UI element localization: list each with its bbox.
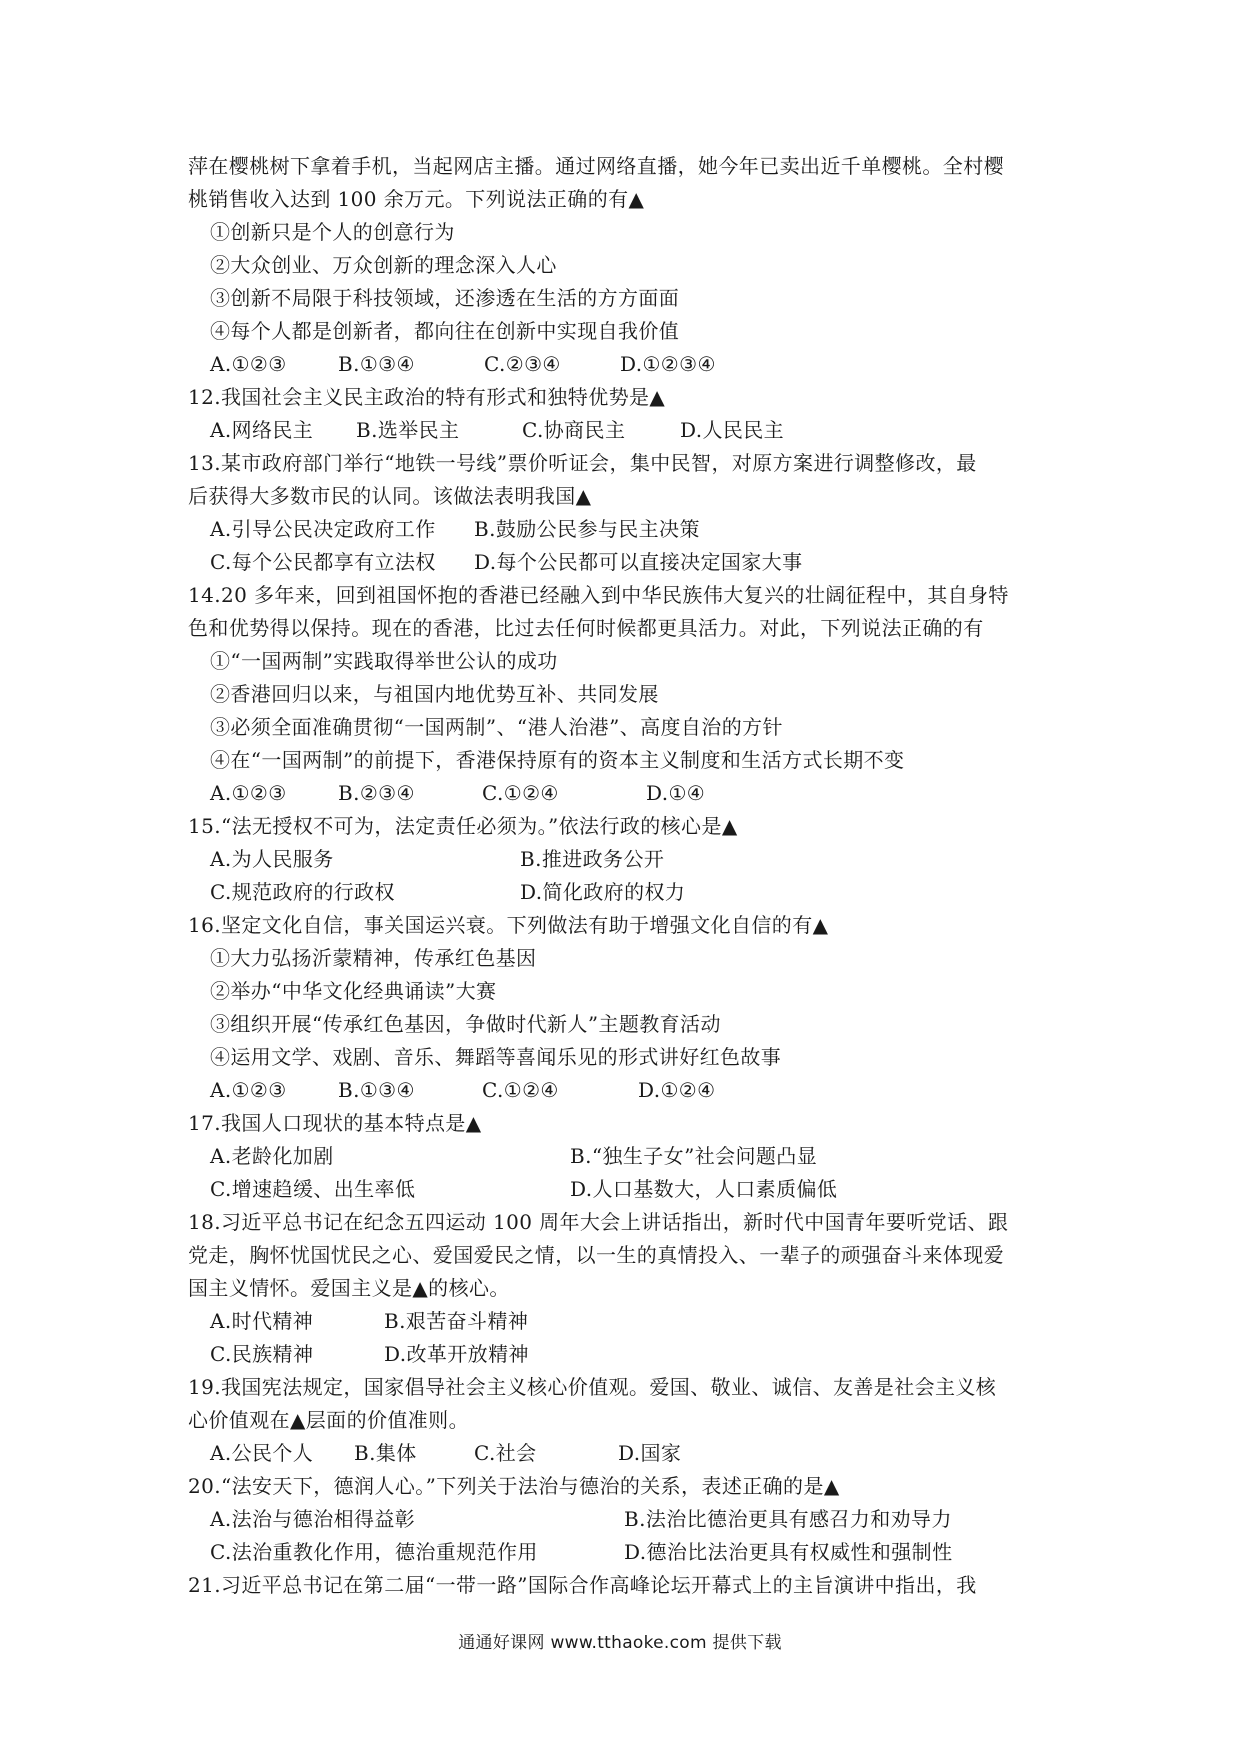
question-stem-line: 后获得大多数市民的认同。该做法表明我国▲	[188, 484, 592, 508]
option-b: B.法治比德治更具有感召力和劝导力	[624, 1507, 952, 1531]
options-row	[188, 1437, 1060, 1470]
statement: ②举办“中华文化经典诵读”大赛	[210, 979, 497, 1003]
option-c: C.民族精神	[210, 1342, 314, 1366]
option-d: D.每个公民都可以直接决定国家大事	[474, 550, 803, 574]
option-d: D.简化政府的权力	[520, 880, 686, 904]
question-stem-line: 12.我国社会主义民主政治的特有形式和独特优势是▲	[188, 385, 666, 409]
options-row	[188, 348, 1060, 381]
option-c: C.法治重教化作用，德治重规范作用	[210, 1540, 538, 1564]
option-a: A.①②③	[210, 352, 287, 376]
question-stem-line: 萍在樱桃树下拿着手机，当起网店主播。通过网络直播，她今年已卖出近千单樱桃。全村樱	[188, 154, 1004, 178]
question-stem-line: 桃销售收入达到 100 余万元。下列说法正确的有▲	[188, 187, 645, 211]
option-c: C.①②④	[482, 1078, 559, 1102]
exam-content	[188, 150, 1060, 1602]
options-row	[188, 1338, 1060, 1371]
option-b: B.艰苦奋斗精神	[384, 1309, 529, 1333]
option-c: C.①②④	[482, 781, 559, 805]
option-b: B.鼓励公民参与民主决策	[474, 517, 700, 541]
option-d: D.人民民主	[680, 418, 785, 442]
statement: ②大众创业、万众创新的理念深入人心	[210, 253, 557, 277]
option-a: A.①②③	[210, 1078, 287, 1102]
question-stem-line: 16.坚定文化自信，事关国运兴衰。下列做法有助于增强文化自信的有▲	[188, 913, 829, 937]
options-row	[188, 1173, 1060, 1206]
options-row	[188, 843, 1060, 876]
options-row	[188, 414, 1060, 447]
options-row	[188, 1305, 1060, 1338]
question-stem-line: 20.“法安天下，德润人心。”下列关于法治与德治的关系，表述正确的是▲	[188, 1474, 840, 1498]
option-c: C.协商民主	[522, 418, 626, 442]
options-row	[188, 1140, 1060, 1173]
options-row	[188, 1536, 1060, 1569]
question-stem-line: 心价值观在▲层面的价值准则。	[188, 1408, 469, 1432]
option-d: D.人口基数大，人口素质偏低	[570, 1177, 838, 1201]
page-footer: 通通好课网 www.tthaoke.com 提供下载	[458, 1633, 782, 1653]
option-d: D.①④	[646, 781, 706, 805]
options-row	[188, 546, 1060, 579]
option-a: A.①②③	[210, 781, 287, 805]
option-a: A.为人民服务	[210, 847, 334, 871]
option-d: D.改革开放精神	[384, 1342, 529, 1366]
options-row	[188, 513, 1060, 546]
option-a: A.法治与德治相得益彰	[210, 1507, 416, 1531]
option-c: C.规范政府的行政权	[210, 880, 395, 904]
statement: ①大力弘扬沂蒙精神，传承红色基因	[210, 946, 537, 970]
option-b: B.②③④	[338, 781, 415, 805]
question-stem-line: 色和优势得以保持。现在的香港，比过去任何时候都更具活力。对此，下列说法正确的有	[188, 616, 984, 640]
question-stem-line: 21.习近平总书记在第二届“一带一路”国际合作高峰论坛开幕式上的主旨演讲中指出，我	[188, 1573, 977, 1597]
statement: ③组织开展“传承红色基因，争做时代新人”主题教育活动	[210, 1012, 721, 1036]
option-b: B.推进政务公开	[520, 847, 665, 871]
option-a: A.时代精神	[210, 1309, 314, 1333]
statement: ①创新只是个人的创意行为	[210, 220, 455, 244]
question-stem-line: 13.某市政府部门举行“地铁一号线”票价听证会，集中民智，对原方案进行调整修改，最	[188, 451, 977, 475]
option-d: D.国家	[618, 1441, 682, 1465]
option-b: B.集体	[354, 1441, 417, 1465]
option-b: B.选举民主	[356, 418, 460, 442]
option-c: C.每个公民都享有立法权	[210, 550, 436, 574]
option-a: A.引导公民决定政府工作	[210, 517, 436, 541]
option-c: C.增速趋缓、出生率低	[210, 1177, 416, 1201]
options-row	[188, 876, 1060, 909]
option-b: B.①③④	[338, 352, 415, 376]
question-stem-line: 17.我国人口现状的基本特点是▲	[188, 1111, 482, 1135]
option-c: C.社会	[474, 1441, 537, 1465]
question-stem-line: 18.习近平总书记在纪念五四运动 100 周年大会上讲话指出，新时代中国青年要听党话、跟	[188, 1210, 1009, 1234]
options-row	[188, 1074, 1060, 1107]
statement: ④每个人都是创新者，都向往在创新中实现自我价值	[210, 319, 680, 343]
option-b: B.“独生子女”社会问题凸显	[570, 1144, 818, 1168]
statement: ④运用文学、戏剧、音乐、舞蹈等喜闻乐见的形式讲好红色故事	[210, 1045, 782, 1069]
statement: ③创新不局限于科技领域，还渗透在生活的方方面面	[210, 286, 680, 310]
option-a: A.老龄化加剧	[210, 1144, 334, 1168]
option-d: D.德治比法治更具有权威性和强制性	[624, 1540, 953, 1564]
question-stem-line: 19.我国宪法规定，国家倡导社会主义核心价值观。爱国、敬业、诚信、友善是社会主义核	[188, 1375, 997, 1399]
option-b: B.①③④	[338, 1078, 415, 1102]
option-d: D.①②④	[638, 1078, 716, 1102]
statement: ③必须全面准确贯彻“一国两制”、“港人治港”、高度自治的方针	[210, 715, 783, 739]
option-a: A.网络民主	[210, 418, 314, 442]
question-stem-line: 党走，胸怀忧国忧民之心、爱国爱民之情，以一生的真情投入、一辈子的顽强奋斗来体现爱	[188, 1243, 1004, 1267]
question-stem-line: 国主义情怀。爱国主义是▲的核心。	[188, 1276, 510, 1300]
option-c: C.②③④	[484, 352, 561, 376]
option-a: A.公民个人	[210, 1441, 314, 1465]
question-stem-line: 15.“法无授权不可为，法定责任必须为。”依法行政的核心是▲	[188, 814, 738, 838]
option-d: D.①②③④	[620, 352, 716, 376]
options-row	[188, 1503, 1060, 1536]
statement: ①“一国两制”实践取得举世公认的成功	[210, 649, 558, 673]
options-row	[188, 777, 1060, 810]
statement: ②香港回归以来，与祖国内地优势互补、共同发展	[210, 682, 659, 706]
statement: ④在“一国两制”的前提下，香港保持原有的资本主义制度和生活方式长期不变	[210, 748, 905, 772]
question-stem-line: 14.20 多年来，回到祖国怀抱的香港已经融入到中华民族伟大复兴的壮阔征程中，其自身特	[188, 583, 1009, 607]
